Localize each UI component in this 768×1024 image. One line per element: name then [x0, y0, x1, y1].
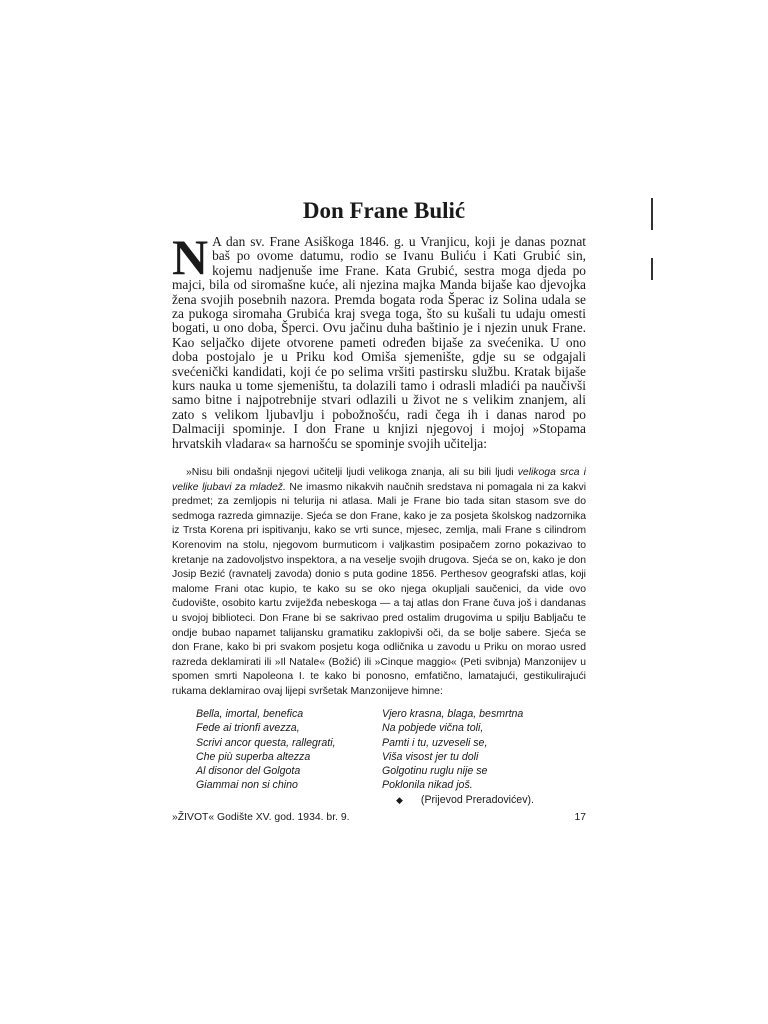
poem-line: Na pobjede vična toli, — [382, 722, 484, 735]
poem-croatian — [382, 707, 534, 807]
margin-mark — [651, 258, 653, 280]
poem-line: Bella, imortal, benefica — [196, 708, 304, 720]
quote-italic: velikoga srca i velike ljubavi za mladež. — [172, 467, 586, 493]
poem-credit-line — [382, 793, 534, 807]
poem-italian — [196, 707, 336, 793]
quote-part-2: Ne imasmo nikakvih naučnih sredstava ni pomagala ni za kakvi predmet; za zemljopis ni telurija ni atlasa. Mali je Frane bio tada sitan stasom sve do sedmoga razreda gimnazije. Sjeća se don Frane, kako je za posjeta školskog nadzornika iz Trsta Korena pri ispitivanju, kako se vrti sunce, mjesec, zemlja, mali Frane s cilindrom Korenovim na stolu, njegovom burmuticom i valjkastim posipačem zorno pokazivao to kretanje na zadovoljstvo inspektora, a na veselje svojih drugova. Sjeća se on, kako je don Josip Bezić (ravnatelj zavoda) donio s puta godine 1856. Perthesov geografski atlas, koji malome Frani otac kupio, te kako su se oko njega okupljali saučenici, da vide ovo čudovište, osobito kartu zviježđa nebeskoga — a taj atlas don Frane čuva još i dandanas u svojoj biblioteci. Don Frane bi se sakrivao pred ostalim drugovima u spilju Babljaču te ondje bubao napamet talijansku gramatiku zaklopivši oči, da se bolje sabere. Sjeća se don Frane, kako bi pri svakom posjetu koga odličnika u zavodu u Priku on morao usred razreda deklamirati ili »Il Natale« (Božić) ili »Cinque maggio« (Peti svibnja) Manzonijev u spomen smrti Napoleona I. te kako bi ponosno, emfatično, lamatajući, gestikulirajući rukama deklamirao ovaj lijepi svršetak Manzonijeve himne: — [172, 481, 586, 697]
poem-line: Giammai non si chino — [196, 779, 298, 792]
poem-credit: (Prijevod Preradovićev). — [420, 793, 534, 806]
page-number: 17 — [574, 812, 586, 823]
poem-line: Scrivi ancor questa, rallegrati, — [196, 736, 336, 749]
poem-line: Golgotinu ruglu nije se — [382, 765, 488, 778]
quote-part-1: »Nisu bili ondašnji njegovi učitelji ljudi velikoga znanja, ali su bili ljudi — [186, 467, 518, 478]
body-text: A dan sv. Frane Asiškoga 1846. g. u Vranjicu, koji je danas poznat baš po ovome datumu, rodio se Ivanu Buliću i Kati Grubić sin, kojemu nadjenuše ime Frane. Kata Grubić, sestra moga djeda po majci, bila od siromašne kuće, ali njezina majka Manda bijaše kao djevojka žena svojih posebnih nazora. Premda bogata roda Šperac iz Solina udala se za pukoga siromaha Grubića kraj svega toga, što su kušali tu udaju omesti bogati, u ono doba, Šperci. Ovu jačinu duha baštinio je i njezin unuk Frane. Kao seljačko dijete otvorene pameti određen bijaše za svećenika. U ono doba postojalo je u Priku kod Omiša sjemenište, gdje su se odgajali svećenički kandidati, koji će po selima vršiti pastirsku službu. Kratak bijaše kurs nauka u tome sjemeništu, ta dolazili tamo i odrasli mladići pa naučivši samo bitne i najpotrebnije stvari odlazili u život ne s velikim znanjem, ali zato s velikom ljubavlju i pobožnošću, radi čega ih i danas narod po Dalmaciji spominje. I don Frane u knjizi njegovoj i mojoj »Stopama hrvatskih vladara« sa harnošću se spominje svojih učitelja: — [172, 234, 586, 451]
footer-source: »ŽIVOT« Godište XV. god. 1934. br. 9. — [172, 812, 350, 823]
quoted-passage — [172, 466, 586, 700]
poem-line: Viša visost jer tu doli — [382, 750, 479, 763]
drop-cap: N — [172, 229, 209, 285]
page-footer — [172, 812, 586, 823]
article-title: Don Frane Bulić — [302, 198, 466, 223]
article-body — [172, 229, 586, 451]
poem-line: Fede ai trionfi avezza, — [196, 722, 300, 735]
margin-mark — [651, 198, 653, 230]
poem-line: Poklonila nikad još. — [382, 779, 473, 792]
poem-line: Pamti i tu, uzveseli se, — [382, 736, 488, 749]
poem-line: Che più superba altezza — [196, 750, 311, 763]
poem-line: Vjero krasna, blaga, besmrtna — [382, 708, 524, 720]
diamond-ornament-icon: ◆ — [396, 794, 403, 805]
poem-line: Al disonor del Golgota — [196, 765, 301, 778]
